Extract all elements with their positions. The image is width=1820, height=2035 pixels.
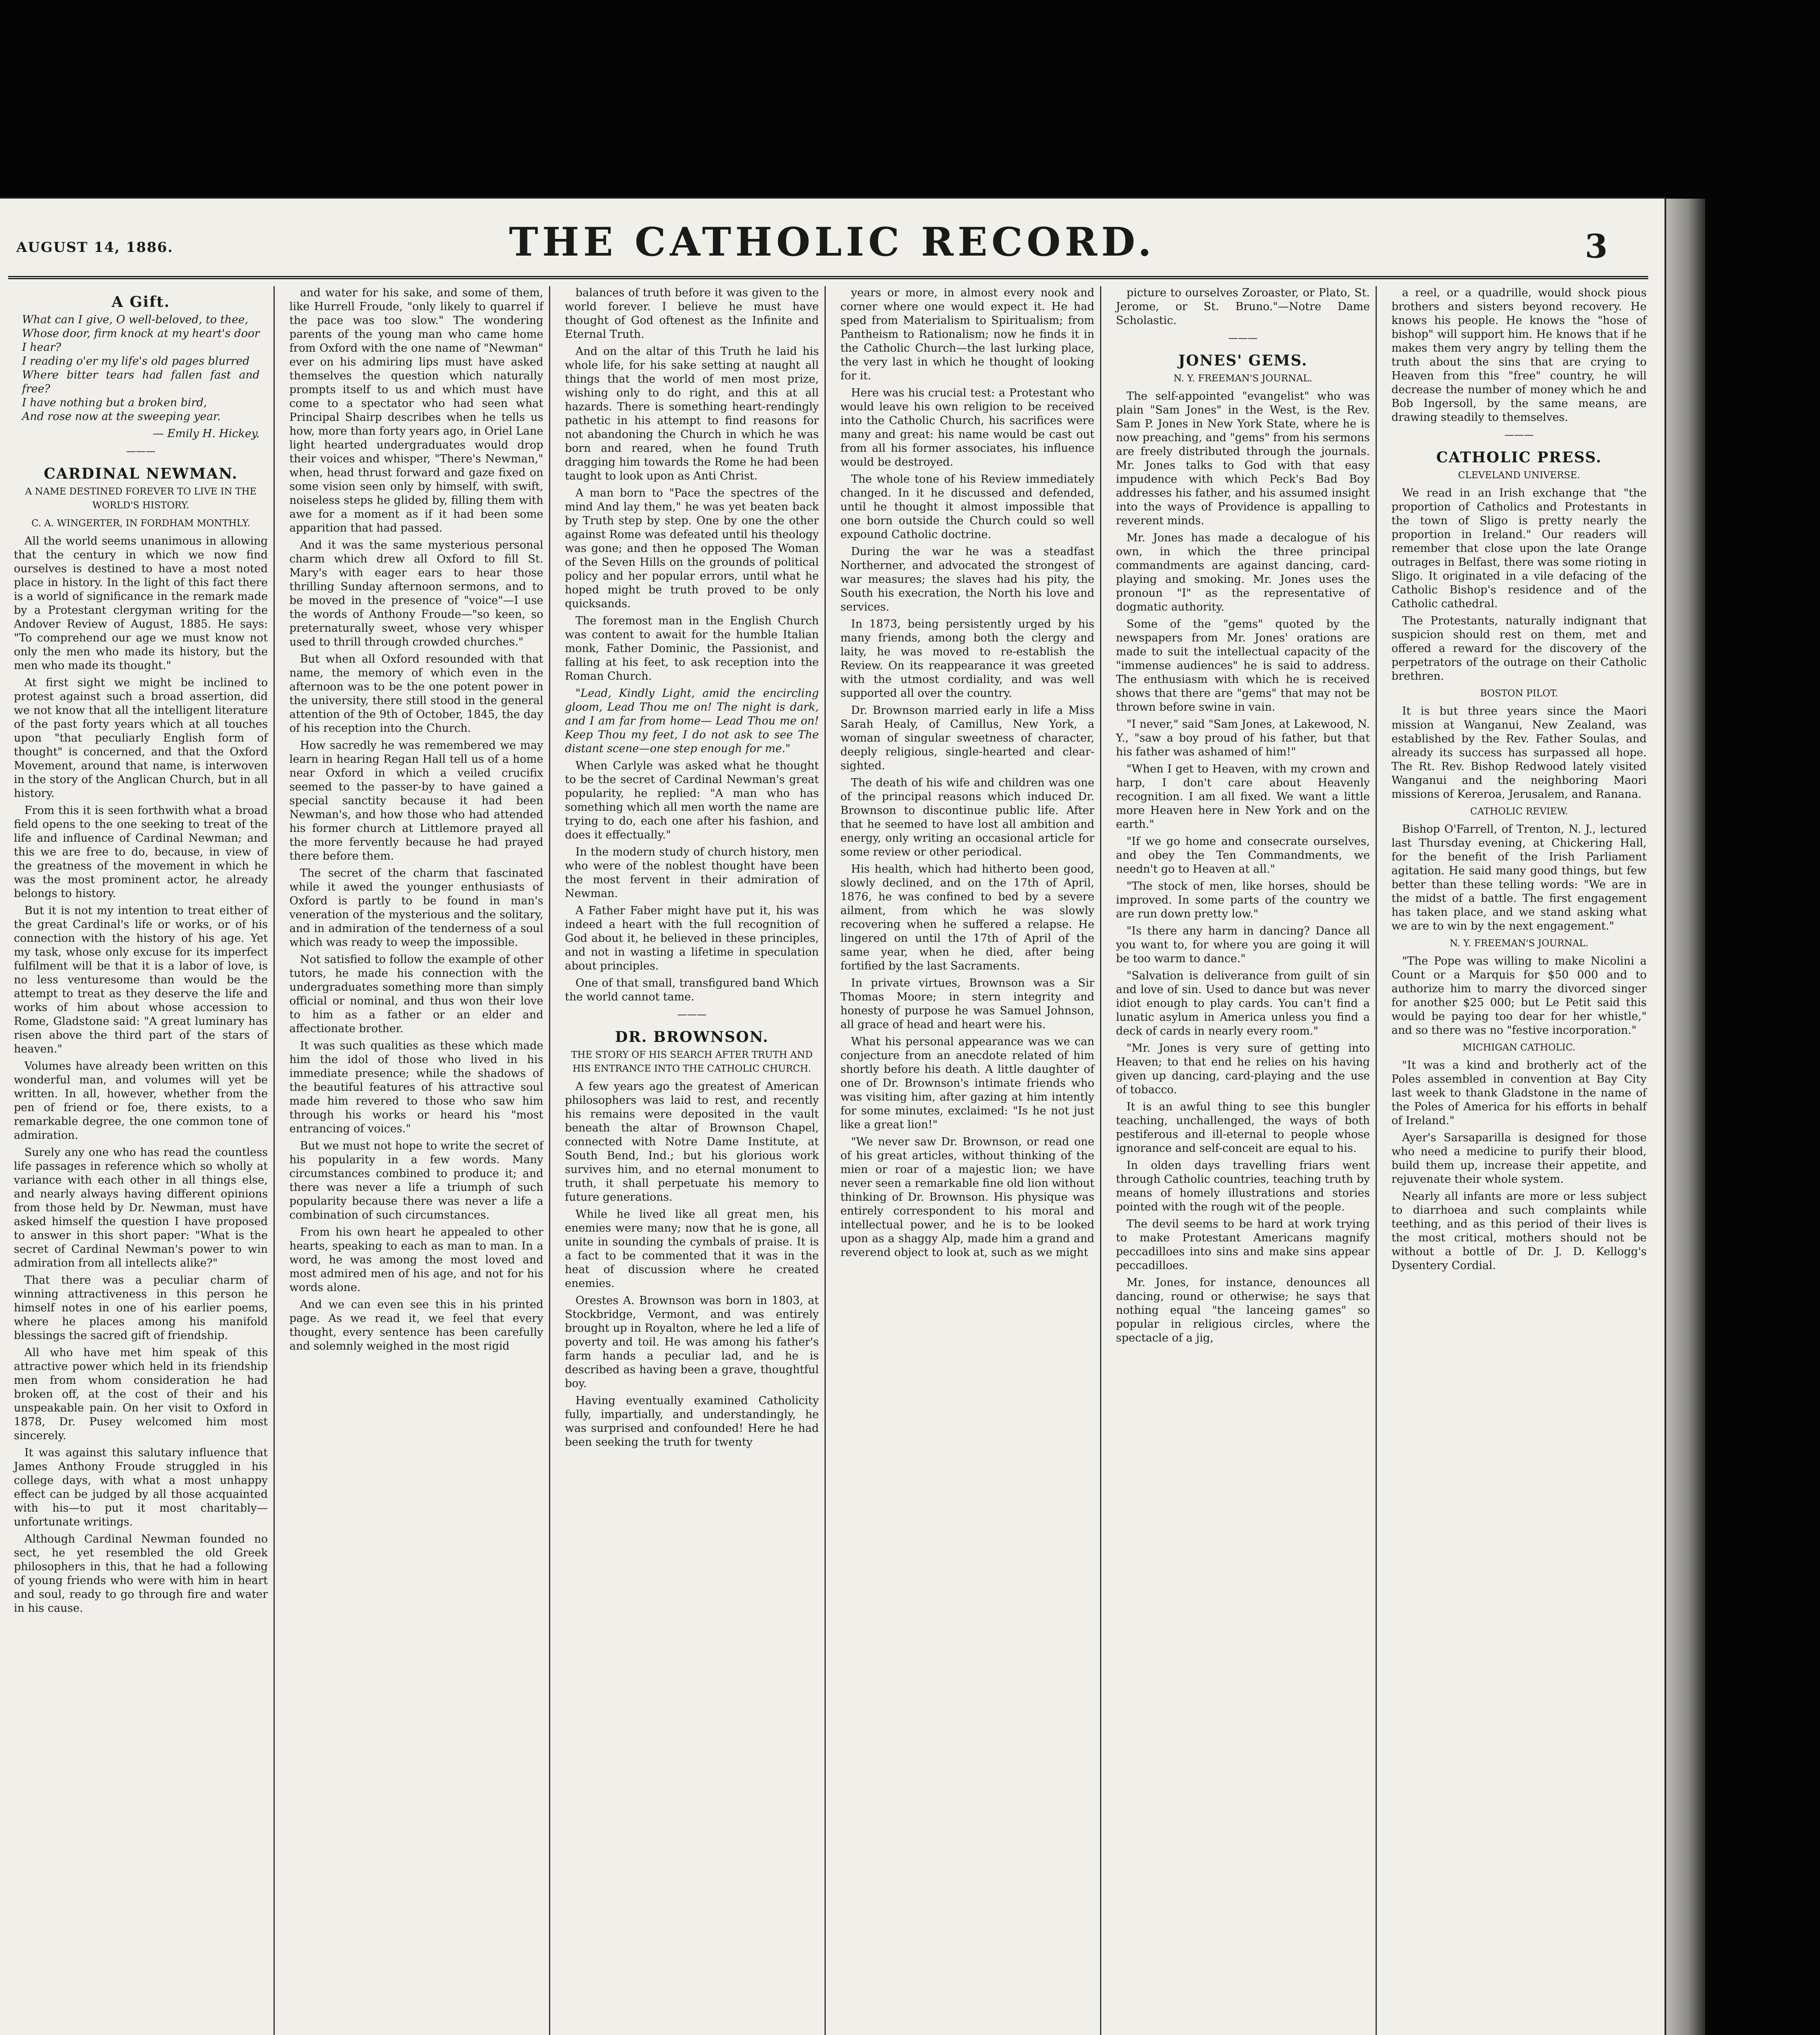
page-number: 3 xyxy=(1585,227,1608,265)
paragraph: "The Pope was willing to make Nicolini a Count or a Marquis for $50 000 and to authorize him to marry the divorced singer for another $25 000; but Le Petit said this would be paying too dear for her whistle," and so there was no "festive incorporation." xyxy=(1391,955,1647,1037)
paragraph: "Salvation is deliverance from guilt of sin and love of sin. Used to dance but was never idiot enough to play cards. You can't find a lunatic asylum in America unless you find a deck of cards in nearly every room." xyxy=(1116,969,1370,1037)
paragraph: It is an awful thing to see this bungler teaching, unchallenged, the ways of both pestiferous and ill-eternal to people whose ignorance and self-conceit are equal to his. xyxy=(1116,1101,1370,1155)
paragraph: picture to ourselves Zoroaster, or Plato, St. Jerome, or St. Bruno."—Notre Dame Scholastic. xyxy=(1116,287,1370,327)
article-title: CARDINAL NEWMAN. xyxy=(44,465,238,482)
paragraph: While he lived like all great men, his enemies were many; now that he is gone, all unite in sounding the cymbals of praise. It is a fact to be commented that it was in the heat of discussion where he created enemies. xyxy=(565,1208,819,1290)
paragraph: "Is there any harm in dancing? Dance all you want to, for where you are going it will be too warm to dance." xyxy=(1116,925,1370,965)
paragraph: When Carlyle was asked what he thought to be the secret of Cardinal Newman's great popularity, he replied: "A man who has something which all men worth the name are trying to do, each one after his fashion, and does it effectually." xyxy=(565,759,819,841)
paragraph: It was such qualities as these which made him the idol of those who lived in his immediate presence; while the shadows of the beautiful features of his attractive soul made him revered to those who saw him through his works or heard his "most entrancing of voices." xyxy=(289,1039,543,1135)
paragraph: "We never saw Dr. Brownson, or read one of his great articles, without thinking of the mien or roar of a majestic lion; we have never seen a remarkable fine old lion without thinking of Dr. Brownson. His physique was entirely correspondent to his moral and intellectual power, and he is to be looked upon as a shaggy Alp, made him a grand and reverend object to look at, such as we might xyxy=(840,1136,1094,1259)
section-source: CLEVELAND UNIVERSE. xyxy=(1458,470,1580,481)
column-3 xyxy=(559,286,826,2035)
paragraph: Here was his crucial test: a Protestant who would leave his own religion to be received into the Catholic Church, his sacrifices were many and great: his name would be cast out from all his former associates, his influence would be destroyed. xyxy=(840,387,1094,468)
paragraph: "The stock of men, like horses, should be improved. In some parts of the country we are run down pretty low." xyxy=(1116,880,1370,920)
column-5 xyxy=(1110,286,1377,2035)
paragraph: But it is not my intention to treat either of the great Cardinal's life or works, or of his connection with the history of his age. Yet my task, whose only excuse for its imperfect fulfilment will be that it is a labor of love, is no less venturesome than would be the attempt to treat as they deserve the life and works of him about whose accession to Rome, Gladstone said: "A great luminary has risen above the third part of the stars of heaven." xyxy=(14,904,268,1055)
section-source: CATHOLIC REVIEW. xyxy=(1470,806,1568,817)
paragraph: In private virtues, Brownson was a Sir Thomas Moore; in stern integrity and honesty of purpose he was Samuel Johnson, all grace of head and heart were his. xyxy=(840,977,1094,1031)
paragraph: One of that small, transfigured band Which the world cannot tame. xyxy=(565,977,819,1003)
article-title: DR. BROWNSON. xyxy=(615,1028,769,1046)
paragraph: "If we go home and consecrate ourselves, and obey the Ten Commandments, we needn't go to Heaven at all." xyxy=(1116,835,1370,875)
paragraph: From this it is seen forthwith what a broad field opens to the one seeking to treat of the life and influence of Cardinal Newman; and this we are free to do, because, in view of the greatness of the movement in which he was the most prominent actor, he already belongs to history. xyxy=(14,804,268,900)
columns xyxy=(8,286,1652,2035)
paragraph: Bishop O'Farrell, of Trenton, N. J., lectured last Thursday evening, at Chickering Hall, for the benefit of the Irish Parliament agitation. He said many good things, but few better than these telling words: "We are in the midst of a battle. The first engagement has taken place, and we stand asking what we are to win by the next engagement." xyxy=(1391,823,1647,932)
article-subtitle: THE STORY OF HIS SEARCH AFTER TRUTH AND HIS ENTRANCE INTO THE CATHOLIC CHURCH. xyxy=(571,1050,813,1074)
newspaper-page xyxy=(0,199,1665,2035)
paragraph: A Father Faber might have put it, his was indeed a heart with the full recognition of God about it, he believed in these principles, and not in wasting a lifetime in speculation about principles. xyxy=(565,904,819,972)
section-source: BOSTON PILOT. xyxy=(1480,688,1558,699)
paragraph: Ayer's Sarsaparilla is designed for those who need a medicine to purify their blood, build them up, increase their appetite, and rejuvenate their whole system. xyxy=(1391,1131,1647,1186)
section-source: N. Y. FREEMAN'S JOURNAL. xyxy=(1450,938,1588,949)
paragraph: In olden days travelling friars went through Catholic countries, teaching truth by means of homely illustrations and stories pointed with the rough wit of the people. xyxy=(1116,1159,1370,1213)
paragraph: "It was a kind and brotherly act of the Poles assembled in convention at Bay City last week to thank Gladstone in the name of the Poles of America for his efforts in behalf of Ireland." xyxy=(1391,1059,1647,1127)
poem-body: What can I give, O well-beloved, to thee, Whose door, firm knock at my heart's door I hear? I reading o'er my life's old pages blurred Where bitter tears had fallen fast and free? I have nothing but a broken bird, And rose now at the sweeping year. xyxy=(22,313,260,423)
paragraph: "I never," said "Sam Jones, at Lakewood, N. Y., "saw a boy proud of his father, but that his father was ashamed of him!" xyxy=(1116,718,1370,758)
divider: ——— xyxy=(1228,332,1258,344)
poem-title: A Gift. xyxy=(112,293,170,311)
divider: ——— xyxy=(126,445,155,457)
column-1 xyxy=(8,286,275,2035)
divider: ——— xyxy=(677,1009,707,1020)
paragraph: A man born to "Pace the spectres of the mind And lay them," he was yet beaten back by Truth step by step. One by one the other against Rome was defeated until his theology was gone; and then he opposed The Woman of the Seven Hills on the grounds of political policy and her popular errors, until what he hoped might be truth proved to be only quicksands. xyxy=(565,487,819,610)
paragraph: His health, which had hitherto been good, slowly declined, and on the 17th of April, 1876, he was confined to bed by a severe ailment, from which he was slowly recovering when he suffered a relapse. He lingered on until the 17th of April of the same year, when he died, after being fortified by the last Sacraments. xyxy=(840,863,1094,972)
paragraph: Orestes A. Brownson was born in 1803, at Stockbridge, Vermont, and was entirely brought up in Royalton, where he led a life of poverty and toil. He was among his father's farm hands a peculiar lad, and he is described as having been a grave, thoughtful boy. xyxy=(565,1294,819,1390)
paragraph: The secret of the charm that fascinated while it awed the younger enthusiasts of Oxford is partly to be found in man's veneration of the mysterious and the solitary, and in admiration of the tenderness of a soul which was ready to weep the impossible. xyxy=(289,867,543,949)
paragraph: Surely any one who has read the countless life passages in reference which so wholly at variance with each other in all things else, and nearly always having different opinions from those held by Dr. Newman, must have asked himself the question I have proposed to answer in this short paper: "What is the secret of Cardinal Newman's power to win admiration from all intellects alike?" xyxy=(14,1146,268,1269)
paragraph: a reel, or a quadrille, would shock pious brothers and sisters beyond recovery. He knows his people. He knows the "hose of bishop" will support him. He knows that if he makes them very angry by telling them the truth about the sins that are crying to Heaven from this "free" country, he will decrease the number of money which he and Bob Ingersoll, by the same means, are drawing steadily to themselves. xyxy=(1391,287,1647,424)
paragraph: The Protestants, naturally indignant that suspicion should rest on them, met and offered a reward for the discovery of the perpetrators of the outrage on their Catholic brethren. xyxy=(1391,615,1647,683)
article-title: CATHOLIC PRESS. xyxy=(1436,449,1602,466)
hymn-quote: "Lead, Kindly Light, amid the encircling gloom, Lead Thou me on! The night is dark, and I am far from home— Lead Thou me on! Keep Thou my feet, I do not ask to see The distant scene—one step enough for me." xyxy=(565,687,819,755)
paragraph: What his personal appearance was we can conjecture from an anecdote related of him shortly before his death. A little daughter of one of Dr. Brownson's intimate friends who was visiting him, after gazing at him intently for some minutes, exclaimed: "Is he not just like a great lion!" xyxy=(840,1035,1094,1131)
paragraph: All the world seems unanimous in allowing that the century in which we now find ourselves is destined to have a most noted place in history. In the light of this fact there is a world of significance in the remark made by a Protestant clergyman writing for the Andover Review of August, 1885. He says: "To comprehend our age we must know not only the men who made its history, but the men who made its thought." xyxy=(14,535,268,672)
article-subtitle: A NAME DESTINED FOREVER TO LIVE IN THE WORLD'S HISTORY. xyxy=(25,486,257,511)
divider: ——— xyxy=(1504,429,1534,440)
paragraph: Dr. Brownson married early in life a Miss Sarah Healy, of Camillus, New York, a woman of singular sweetness of character, deeply religious, single-hearted and clear-sighted. xyxy=(840,704,1094,772)
paragraph: And it was the same mysterious personal charm which drew all Oxford to fill St. Mary's with eager ears to hear those thrilling Sunday afternoon sermons, and to be moved in the presence of "voice"—I use the words of Anthony Froude—"so keen, so preternaturally sweet, whose very whisper used to thrill through crowded churches." xyxy=(289,539,543,648)
paragraph: Some of the "gems" quoted by the newspapers from Mr. Jones' orations are made to suit the intellectual capacity of the "immense audiences" he is said to address. The enthusiasm with which he is received shows that there are "gems" that may not be thrown before swine in vain. xyxy=(1116,618,1370,713)
masthead-title: THE CATHOLIC RECORD. xyxy=(509,219,1156,265)
paragraph: Volumes have already been written on this wonderful man, and volumes will yet be written. In all, however, whether from the pen of friend or foe, there exists, to a remarkable degree, the one common tone of admiration. xyxy=(14,1060,268,1142)
issue-date: AUGUST 14, 1886. xyxy=(16,239,173,256)
paragraph: At first sight we might be inclined to protest against such a broad assertion, did we not know that all the intelligent literature of the past forty years which at all touches upon "that peculiarly English form of thought" is concerned, and that the Oxford Movement, around that name, is interwoven in the story of the Anglican Church, but in all history. xyxy=(14,676,268,800)
article-source: N. Y. FREEMAN'S JOURNAL. xyxy=(1173,373,1312,384)
paragraph: That there was a peculiar charm of winning attractiveness in this person he himself notes in one of his earlier poems, where he places among his manifold blessings the sacred gift of friendship. xyxy=(14,1274,268,1342)
article-byline: C. A. WINGERTER, IN FORDHAM MONTHLY. xyxy=(31,518,250,529)
paragraph: Not satisfied to follow the example of other tutors, he made his connection with the undergraduates something more than simply official or nominal, and thus won their love to him as a father or an elder and affectionate brother. xyxy=(289,953,543,1035)
paragraph: Mr. Jones has made a decalogue of his own, in which the three principal commandments are against dancing, card-playing and smoking. Mr. Jones uses the pronoun "I" as the representative of dogmatic authority. xyxy=(1116,532,1370,613)
column-2 xyxy=(284,286,550,2035)
paragraph: It was against this salutary influence that James Anthony Froude struggled in his college days, with what a most unhappy effect can be judged by all those acquainted with his—to put it most charitably—unfortunate writings. xyxy=(14,1446,268,1528)
column-4 xyxy=(835,286,1101,2035)
paragraph: Nearly all infants are more or less subject to diarrhoea and such complaints while teething, and as this period of their lives is the most critical, mothers should not be without a bottle of Dr. J. D. Kellogg's Dysentery Cordial. xyxy=(1391,1190,1647,1272)
paragraph: In the modern study of church history, men who were of the noblest thought have been the most fervent in their admiration of Newman. xyxy=(565,846,819,900)
paragraph: "Mr. Jones is very sure of getting into Heaven; to that end he relies on his having given up dancing, card-playing and the use of tobacco. xyxy=(1116,1042,1370,1096)
paragraph: It is but three years since the Maori mission at Wanganui, New Zealand, was established by the Rev. Father Soulas, and already its success has surpassed all hope. The Rt. Rev. Bishop Redwood lately visited Wanganui and the neighboring Maori missions of Kereroa, Jerusalem, and Ranana. xyxy=(1391,705,1647,801)
paragraph: But we must not hope to write the secret of his popularity in a few words. Many circumstances combined to produce it; and there was never a life a triumph of such popularity because there was never a life a combination of such circumstances. xyxy=(289,1140,543,1221)
binding-gutter xyxy=(1665,199,1705,2035)
paragraph: "When I get to Heaven, with my crown and harp, I don't care about Heavenly recognition. I am all fixed. We want a little more Heaven here in New York and on the earth." xyxy=(1116,763,1370,831)
poem-author: — Emily H. Hickey. xyxy=(153,427,260,440)
paragraph: and water for his sake, and some of them, like Hurrell Froude, "only likely to quarrel if the pace was too slow." The wondering parents of the young man who came home from Oxford with the one name of "Newman" ever on his admiring lips must have asked themselves the question which naturally prompts itself to us and which must have come to a spectator who had seen what Principal Shairp describes when he tells us how, more than forty years ago, in Oriel Lane light hearted undergraduates would drop their voices and whisper, "There's Newman," when, head thrust forward and gaze fixed on some vision seen only by himself, with swift, noiseless steps he glided by, filling them with awe for a moment as if it had been some apparition that had passed. xyxy=(289,287,543,534)
paragraph: How sacredly he was remembered we may learn in hearing Regan Hall tell us of a home near Oxford in which a veiled crucifix seemed to the passer-by to have gained a special sanctity because it had been Newman's, and how those who had attended his former church at Littlemore prayed all the more fervently because he had prayed there before them. xyxy=(289,739,543,862)
paragraph: During the war he was a steadfast Northerner, and advocated the strongest of war measures; the slaves had his pity, the South his execration, the North his love and services. xyxy=(840,545,1094,613)
paragraph: All who have met him speak of this attractive power which held in its friendship men from whom consideration he had broken off, at the cost of their and his unspeakable pain. On her visit to Oxford in 1878, Dr. Pusey welcomed him most sincerely. xyxy=(14,1346,268,1442)
paragraph: From his own heart he appealed to other hearts, speaking to each as man to man. In a word, he was among the most loved and most admired men of his age, and not for his words alone. xyxy=(289,1226,543,1294)
paragraph: The whole tone of his Review immediately changed. In it he discussed and defended, until he thought it almost impossible that one born outside the Church could so well expound Catholic doctrine. xyxy=(840,473,1094,541)
paragraph: Having eventually examined Catholicity fully, impartially, and understandingly, he was surprised and confounded! Here he had been seeking the truth for twenty xyxy=(565,1394,819,1449)
paragraph: years or more, in almost every nook and corner where one would expect it. He had sped from Materialism to Spiritualism; from Pantheism to Rationalism; now he finds it in the Catholic Church—the last lurking place, the very last in which he thought of looking for it. xyxy=(840,287,1094,382)
paragraph: The death of his wife and children was one of the principal reasons which induced Dr. Brownson to discontinue public life. After that he seemed to have lost all ambition and energy, only writing an occasional article for some review or other periodical. xyxy=(840,777,1094,858)
paragraph: balances of truth before it was given to the world forever. I believe he must have thought of God oftenest as the Infinite and Eternal Truth. xyxy=(565,287,819,341)
paragraph: In 1873, being persistently urged by his many friends, among both the clergy and laity, he was moved to re-establish the Review. On its reappearance it was greeted with the utmost cordiality, and was well supported all over the country. xyxy=(840,618,1094,700)
paragraph: But when all Oxford resounded with that name, the memory of which even in the afternoon was to be the one potent power in the university, there still stood in the general attention of the 9th of October, 1845, the day of his reception into the Church. xyxy=(289,653,543,735)
paragraph: A few years ago the greatest of American philosophers was laid to rest, and recently his remains were deposited in the vault beneath the altar of Brownson Chapel, connected with Notre Dame Institute, at South Bend, Ind.; but his glorious work survives him, and no eternal monument to truth, it shall perpetuate his memory to future generations. xyxy=(565,1080,819,1203)
column-6 xyxy=(1386,286,1652,2035)
paragraph: We read in an Irish exchange that "the proportion of Catholics and Protestants in the town of Sligo is pretty nearly the proportion in Ireland." Our readers will remember that close upon the late Orange outrages in Belfast, there was some rioting in Sligo. It originated in a vile defacing of the Catholic Bishop's residence and of the Catholic cathedral. xyxy=(1391,487,1647,610)
paragraph: And on the altar of this Truth he laid his whole life, for his sake setting at naught all things that the world of men most prize, wishing only to do right, and this at all hazards. There is something heart-rendingly pathetic in his attempt to find reasons for not abandoning the Church in which he was born and reared, when he found Truth dragging him towards the Rome he had been taught to look upon as Anti Christ. xyxy=(565,345,819,482)
section-source: MICHIGAN CATHOLIC. xyxy=(1462,1042,1576,1053)
paragraph: And we can even see this in his printed page. As we read it, we feel that every thought, every sentence has been carefully and solemnly weighed in the most rigid xyxy=(289,1298,543,1352)
paragraph: Although Cardinal Newman founded no sect, he yet resembled the old Greek philosophers in this, that he had a following of young friends who were with him in heart and soul, ready to go through fire and water in his cause. xyxy=(14,1533,268,1615)
page-header xyxy=(8,215,1656,276)
paragraph: The foremost man in the English Church was content to await for the humble Italian monk, Father Dominic, the Passionist, and falling at his feet, to ask reception into the Roman Church. xyxy=(565,615,819,683)
paragraph: The self-appointed "evangelist" who was plain "Sam Jones" in the West, is the Rev. Sam P. Jones in New York State, where he is now preaching, and "gems" from his sermons are freely distributed through the journals. Mr. Jones talks to God with that easy impudence with which Peck's Bad Boy addresses his father, and his assumed insight into the ways of Providence is appalling to reverent minds. xyxy=(1116,390,1370,527)
header-rule xyxy=(8,276,1648,279)
article-title: JONES' GEMS. xyxy=(1178,352,1308,369)
paragraph: Mr. Jones, for instance, denounces all dancing, round or otherwise; he says that nothing equal "the lanceing games" so popular in religious circles, where the spectacle of a jig, xyxy=(1116,1276,1370,1344)
paragraph: The devil seems to be hard at work trying to make Protestant Americans magnify peccadilloes into sins and make sins appear peccadilloes. xyxy=(1116,1218,1370,1272)
